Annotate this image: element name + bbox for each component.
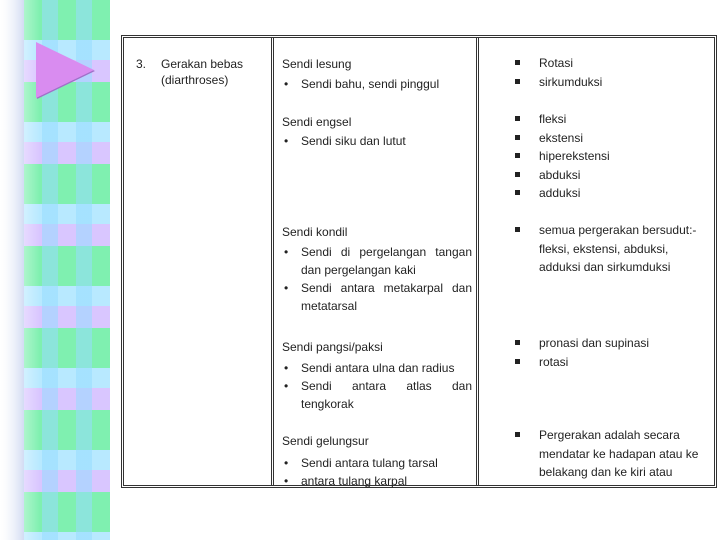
movement-list bbox=[509, 110, 699, 203]
list-item: • Sendi siku dan lutut bbox=[282, 132, 472, 150]
table-col-joints bbox=[274, 38, 479, 488]
play-triangle-icon bbox=[36, 42, 94, 98]
movement-list bbox=[509, 221, 709, 277]
list-item: • antara tulang karpal bbox=[282, 472, 472, 490]
joint-title: Sendi gelungsur bbox=[282, 434, 369, 448]
movement-list bbox=[509, 426, 709, 482]
table-col-type bbox=[124, 38, 274, 485]
list-item: • Sendi bahu, sendi pinggul bbox=[282, 75, 472, 93]
movement-list bbox=[509, 54, 699, 91]
table-col-movements bbox=[479, 38, 714, 485]
list-item: hiperekstensi bbox=[509, 147, 699, 166]
list-item: pronasi dan supinasi bbox=[509, 334, 699, 353]
list-item: sirkumduksi bbox=[509, 73, 699, 92]
list-item: • Sendi antara tulang tarsal bbox=[282, 454, 472, 472]
movement-list bbox=[509, 334, 699, 371]
joint-examples bbox=[282, 454, 472, 490]
joint-title: Sendi engsel bbox=[282, 115, 352, 129]
list-item: abduksi bbox=[509, 166, 699, 185]
list-item: • Sendi antara ulna dan radius bbox=[282, 359, 472, 377]
joint-examples bbox=[282, 359, 472, 413]
list-item: • Sendi antara metakarpal dan metatarsal bbox=[282, 279, 472, 315]
list-item: Rotasi bbox=[509, 54, 699, 73]
joints-table bbox=[121, 35, 717, 488]
list-item: • Sendi di pergelangan tangan dan pergelangan kaki bbox=[282, 243, 472, 279]
list-item: fleksi bbox=[509, 110, 699, 129]
joint-examples bbox=[282, 243, 472, 315]
joint-title: Sendi pangsi/paksi bbox=[282, 340, 383, 354]
list-item: ekstensi bbox=[509, 129, 699, 148]
joint-title: Sendi kondil bbox=[282, 225, 348, 239]
row-number: 3. bbox=[136, 57, 147, 71]
joint-examples bbox=[282, 132, 472, 150]
list-item: adduksi bbox=[509, 184, 699, 203]
joint-examples bbox=[282, 75, 472, 93]
list-item: Pergerakan adalah secara mendatar ke hadapan atau ke belakang dan ke kiri atau bbox=[509, 426, 709, 482]
list-item: rotasi bbox=[509, 353, 699, 372]
list-item: semua pergerakan bersudut:- fleksi, ekstensi, abduksi, adduksi dan sirkumduksi bbox=[509, 221, 709, 277]
strip-shade bbox=[0, 0, 40, 540]
decorative-side-strip bbox=[0, 0, 110, 540]
movement-type-label: Gerakan bebas (diarthroses) bbox=[161, 57, 244, 87]
list-item: • Sendi antara atlas dan tengkorak bbox=[282, 377, 472, 413]
joint-title: Sendi lesung bbox=[282, 57, 352, 71]
